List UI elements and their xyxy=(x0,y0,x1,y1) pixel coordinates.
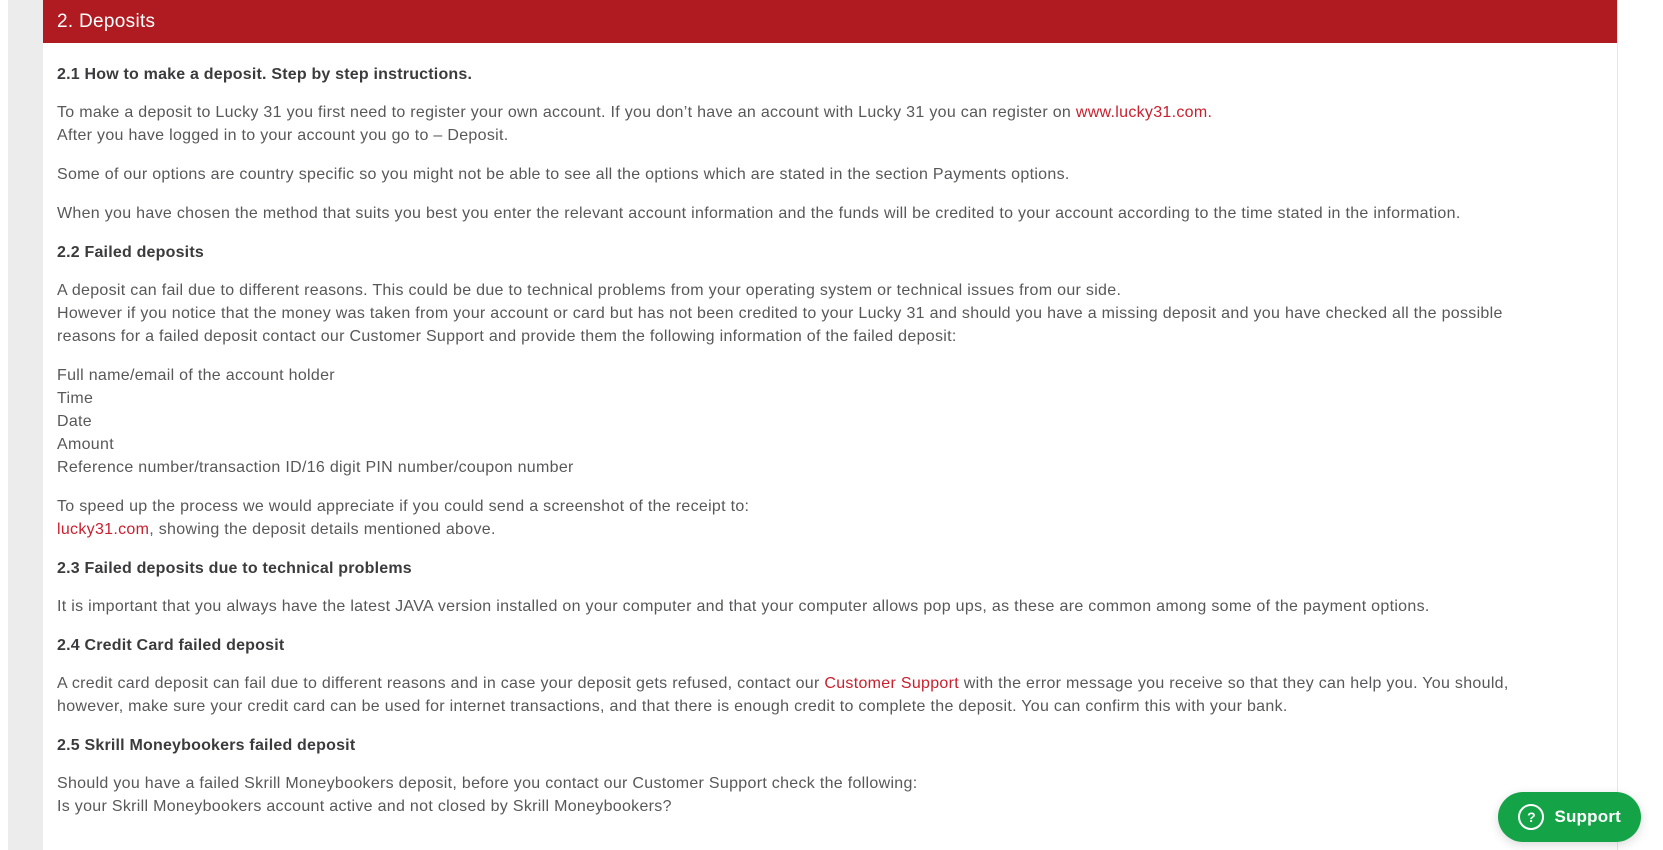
left-gutter xyxy=(8,0,43,850)
text-line xyxy=(57,101,1603,124)
text-segment: Amount xyxy=(57,436,114,453)
text-line xyxy=(57,456,1603,479)
text-line xyxy=(57,518,1603,541)
text-line xyxy=(57,410,1603,433)
text-line xyxy=(57,202,1603,225)
text-segment: Some of our options are country specific so you might not be able to see all the options which are stated in the section Payments options. xyxy=(57,166,1070,183)
text-segment: It is important that you always have the latest JAVA version installed on your computer and that your computer allows pop ups, as these are common among some of the payment options. xyxy=(57,598,1430,615)
text-line xyxy=(57,672,1603,695)
paragraph xyxy=(57,772,1603,818)
text-segment: , showing the deposit details mentioned above. xyxy=(149,521,496,538)
text-segment: Date xyxy=(57,413,92,430)
text-line xyxy=(57,772,1603,795)
paragraph xyxy=(57,595,1603,618)
text-line xyxy=(57,124,1603,147)
text-segment: reasons for a failed deposit contact our Customer Support and provide them the following information of the failed deposit: xyxy=(57,328,957,345)
text-line xyxy=(57,433,1603,456)
text-segment: A deposit can fail due to different reasons. This could be due to technical problems from your operating system or technical issues from our side. xyxy=(57,282,1122,299)
paragraph xyxy=(57,495,1603,541)
text-segment: A credit card deposit can fail due to different reasons and in case your deposit gets refused, contact our xyxy=(57,675,825,692)
support-button[interactable] xyxy=(1498,792,1641,842)
paragraph xyxy=(57,364,1603,479)
text-segment: Full name/email of the account holder xyxy=(57,367,335,384)
text-segment: To speed up the process we would appreciate if you could send a screenshot of the receipt to: xyxy=(57,498,750,515)
text-line xyxy=(57,495,1603,518)
section-heading: 2.3 Failed deposits due to technical problems xyxy=(57,560,412,577)
text-segment: with the error message you receive so that they can help you. You should, xyxy=(959,675,1509,692)
text-segment: To make a deposit to Lucky 31 you first need to register your own account. If you don’t have an account with Lucky 31 you can register on xyxy=(57,104,1076,121)
paragraph xyxy=(57,279,1603,348)
paragraph xyxy=(57,101,1603,147)
text-line xyxy=(57,279,1603,302)
section-heading: 2.2 Failed deposits xyxy=(57,244,204,261)
text-segment: Should you have a failed Skrill Moneybookers deposit, before you contact our Customer Support check the following: xyxy=(57,775,918,792)
text-segment: After you have logged in to your account you go to – Deposit. xyxy=(57,127,509,144)
question-circle-icon: ? xyxy=(1518,804,1544,830)
text-segment: Reference number/transaction ID/16 digit PIN number/coupon number xyxy=(57,459,574,476)
text-segment: When you have chosen the method that suits you best you enter the relevant account information and the funds will be credited to your account according to the time stated in the information. xyxy=(57,205,1461,222)
section-heading: 2.5 Skrill Moneybookers failed deposit xyxy=(57,737,356,754)
text-line xyxy=(57,387,1603,410)
text-line xyxy=(57,364,1603,387)
text-segment: however, make sure your credit card can be used for internet transactions, and that there is enough credit to complete the deposit. You can confirm this with your bank. xyxy=(57,698,1288,715)
text-segment: Time xyxy=(57,390,94,407)
text-line xyxy=(57,795,1603,818)
text-line xyxy=(57,595,1603,618)
paragraph xyxy=(57,672,1603,718)
text-line xyxy=(57,695,1603,718)
section-heading: 2.4 Credit Card failed deposit xyxy=(57,637,285,654)
text-segment: Is your Skrill Moneybookers account active and not closed by Skrill Moneybookers? xyxy=(57,798,672,815)
paragraph xyxy=(57,202,1603,225)
customer-support-link[interactable]: Customer Support xyxy=(824,675,959,692)
paragraph xyxy=(57,163,1603,186)
content-card xyxy=(43,0,1618,850)
section-header-bar xyxy=(43,0,1617,43)
support-button-label: Support xyxy=(1554,807,1621,826)
page-title: 2. Deposits xyxy=(57,10,156,32)
section-heading: 2.1 How to make a deposit. Step by step instructions. xyxy=(57,66,473,83)
text-line xyxy=(57,163,1603,186)
lucky31-com-link[interactable]: lucky31.com xyxy=(57,521,150,538)
text-line xyxy=(57,302,1603,325)
text-line xyxy=(57,325,1603,348)
text-segment: However if you notice that the money was taken from your account or card but has not been credited to your Lucky 31 and should you have a missing deposit and you have checked all the possible xyxy=(57,305,1503,322)
www-lucky31-com-link[interactable]: www.lucky31.com. xyxy=(1075,104,1213,121)
content-body xyxy=(43,65,1617,818)
